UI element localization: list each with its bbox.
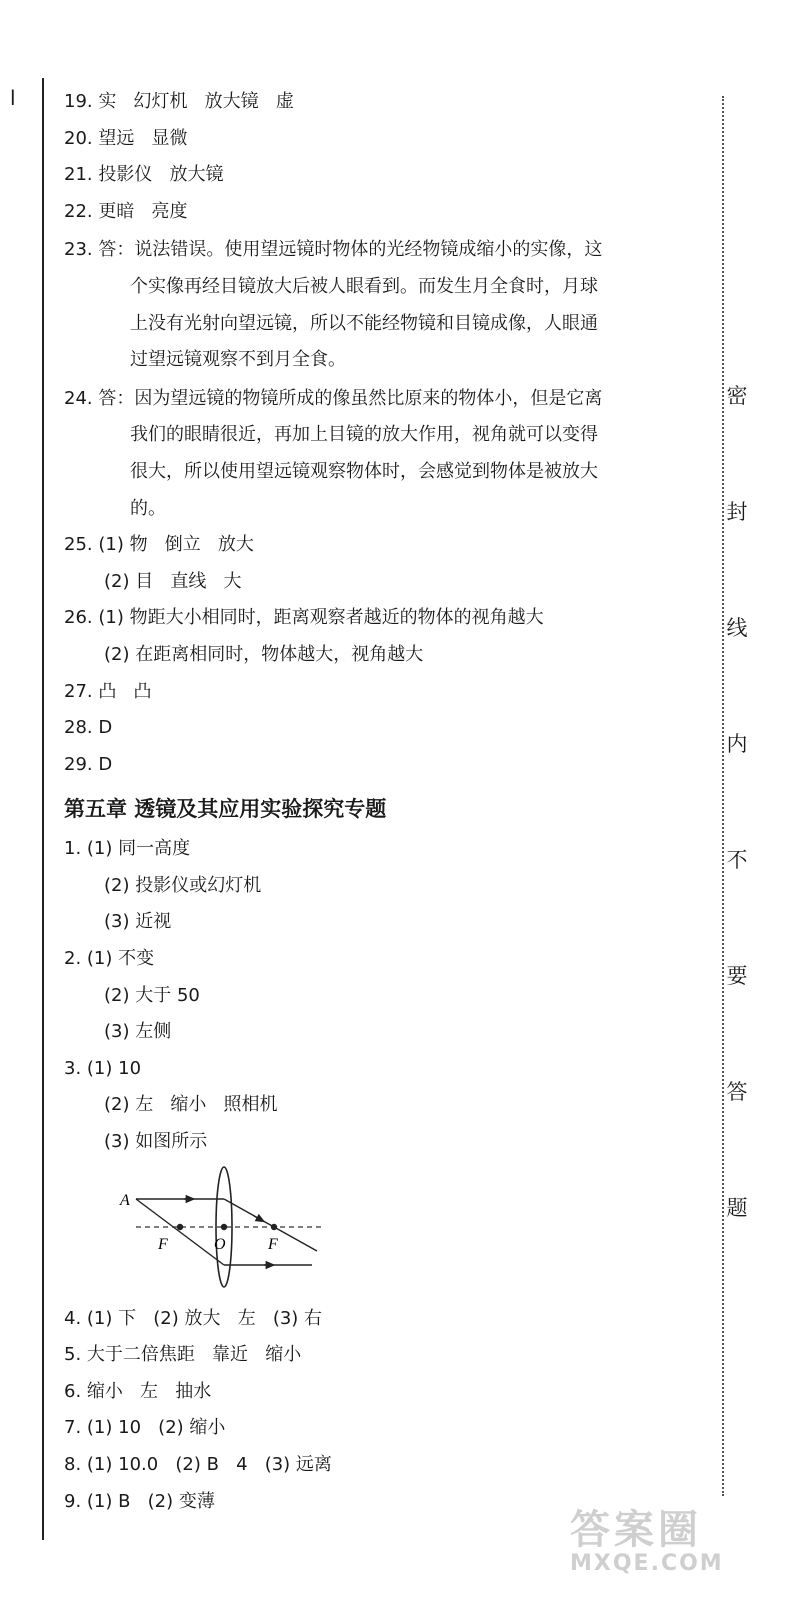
label-a: A (120, 1191, 130, 1209)
answer-line: 28. D (64, 717, 113, 739)
answer-line: 23. 答：说法错误。使用望远镜时物体的光经物镜成缩小的实像，这 (64, 239, 603, 261)
watermark-url: MXQE.COM (570, 1551, 724, 1576)
answer-line: 29. D (64, 753, 113, 775)
focus-point-left (177, 1223, 183, 1229)
answer-line: 19. 实 幻灯机 放大镜 虚 (64, 91, 294, 112)
label-center: O (214, 1235, 226, 1253)
answer-line: 过望远镜观察不到月全食。 (130, 349, 346, 371)
answer-line: 4. (1) 下 (2) 放大 左 (3) 右 (64, 1307, 323, 1329)
label-focus-right: F (268, 1235, 278, 1253)
answer-line: 26. (1) 物距大小相同时，距离观察者越近的物体的视角越大 (64, 607, 544, 629)
lens-ray-diagram (64, 1161, 714, 1301)
answer-line: (3) 左侧 (104, 1021, 172, 1043)
answer-23 (64, 232, 714, 378)
seal-char: 题 (726, 1196, 748, 1220)
answer-content (64, 84, 714, 1520)
seal-char: 内 (726, 732, 748, 756)
chapter-heading: 第五章 透镜及其应用实验探究专题 (64, 797, 387, 822)
seal-char: 要 (726, 964, 748, 988)
answer-line: 22. 更暗 亮度 (64, 200, 188, 222)
convex-lens-diagram (114, 1161, 324, 1301)
answer-line: 6. 缩小 左 抽水 (64, 1380, 212, 1402)
answer-line: (2) 左 缩小 照相机 (104, 1094, 278, 1116)
left-margin-rule (42, 78, 44, 1540)
label-focus-left: F (158, 1235, 168, 1253)
answer-line: 上没有光射向望远镜，所以不能经物镜和目镜成像，人眼通 (130, 312, 598, 334)
answer-line: (2) 在距离相同时，物体越大，视角越大 (104, 643, 424, 665)
answer-line: (2) 大于 50 (104, 984, 200, 1006)
seal-char: 答 (726, 1080, 748, 1104)
watermark-text: 答案圈 (570, 1507, 702, 1553)
answer-24 (64, 381, 714, 527)
answer-line: 24. 答：因为望远镜的物镜所成的像虽然比原来的物体小，但是它离 (64, 387, 603, 409)
answer-line: 20. 望远 显微 (64, 127, 188, 149)
answer-line: (2) 投影仪或幻灯机 (104, 874, 262, 896)
answer-line: 个实像再经目镜放大后被人眼看到。而发生月全食时，月球 (130, 275, 598, 297)
optical-center-point (221, 1223, 227, 1229)
answer-line: 7. (1) 10 (2) 缩小 (64, 1417, 226, 1439)
seal-char: 不 (726, 848, 748, 872)
seal-char: 封 (726, 500, 748, 524)
answer-line: 9. (1) B (2) 变薄 (64, 1490, 215, 1512)
answer-line: 27. 凸 凸 (64, 680, 152, 702)
ray-through-focus-in (136, 1199, 224, 1265)
answer-line: (3) 近视 (104, 911, 172, 933)
answer-line: 的。 (130, 497, 166, 519)
answer-line: (2) 目 直线 大 (104, 570, 242, 592)
answer-line: 我们的眼睛很近，再加上目镜的放大作用，视角就可以变得 (130, 424, 598, 446)
focus-point-right (271, 1223, 277, 1229)
answer-line: 2. (1) 不变 (64, 948, 155, 970)
seal-char: 密 (726, 384, 748, 408)
answer-line: 5. 大于二倍焦距 靠近 缩小 (64, 1344, 302, 1366)
page-margin-mark: l (10, 86, 16, 110)
answer-line: (3) 如图所示 (104, 1131, 208, 1153)
answer-line: 25. (1) 物 倒立 放大 (64, 534, 254, 556)
answer-line: 3. (1) 10 (64, 1057, 142, 1079)
answer-line: 21. 投影仪 放大镜 (64, 164, 224, 186)
answer-line: 很大，所以使用望远镜观察物体时，会感觉到物体是被放大 (130, 460, 598, 482)
ray-arrow (254, 1216, 264, 1222)
answer-line: 1. (1) 同一高度 (64, 838, 191, 860)
site-watermark (570, 1498, 724, 1576)
answer-line: 8. (1) 10.0 (2) B 4 (3) 远离 (64, 1454, 332, 1475)
seal-char: 线 (726, 616, 748, 640)
seal-dotted-line (722, 96, 724, 1496)
